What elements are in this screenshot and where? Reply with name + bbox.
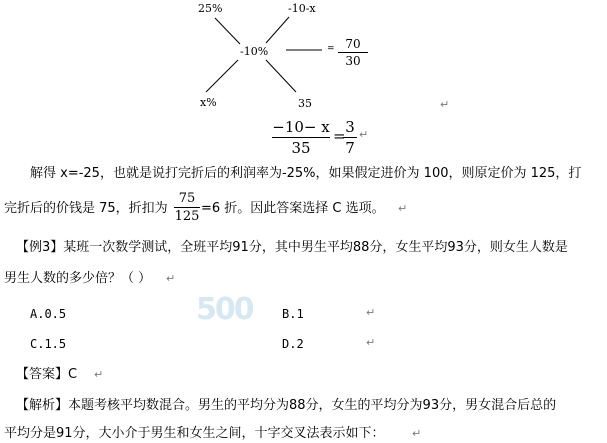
option-b: B.1 (282, 307, 304, 321)
paragraph-mark: ↵ (166, 272, 176, 285)
option-c: C.1.5 (30, 337, 67, 351)
solution-line-1: 解得 x=-25，也就是说打完折后的利润率为-25%，如果假定进价为 100，则原定价为 125，打 (30, 166, 582, 181)
paragraph-mark: ↵ (440, 98, 450, 111)
cross-ratio (338, 37, 368, 68)
paragraph-mark: ↵ (412, 427, 422, 440)
analysis-line-2: 平均分是91分，大小介于男生和女生之间，十字交叉法表示如下： (4, 426, 385, 441)
example-line-1: 【例3】某班一次数学测试，全班平均91分，其中男生平均88分，女生平均93分，则女生人数是 (16, 240, 568, 255)
equation-rhs (343, 118, 357, 157)
paragraph-mark: ↵ (398, 202, 408, 215)
paragraph-mark: ↵ (94, 368, 104, 381)
cross-eq-sign: = (327, 44, 335, 54)
paragraph-mark: ↵ (359, 128, 369, 141)
option-d: D.2 (282, 337, 304, 351)
cross-top-left: 25% (198, 2, 223, 15)
answer-line: 【答案】C (16, 367, 78, 382)
cross-ratio-num: 70 (345, 37, 361, 51)
paragraph-mark: ↵ (366, 336, 376, 349)
site-watermark: 500 (196, 292, 253, 327)
cross-center: -10% (240, 45, 269, 58)
equation-rhs-den: 7 (345, 139, 355, 157)
cross-line-nw (215, 18, 240, 44)
solution-line-2-post: =6 折。因此答案选择 C 选项。 (201, 201, 385, 216)
cross-top-right: -10-x (288, 2, 316, 15)
cross-bottom-left: x% (200, 96, 217, 109)
equation-lhs-num: −10− x (272, 118, 330, 136)
cross-line-se (266, 60, 296, 92)
equation-lhs-den: 35 (291, 139, 311, 157)
solution-line-2-pre: 完折后的价钱是 75，折扣为 (4, 201, 168, 216)
cross-bottom-right: 35 (298, 97, 312, 110)
paragraph-mark: ↵ (366, 306, 376, 319)
discount-num: 75 (178, 191, 196, 206)
cross-ratio-den: 30 (345, 54, 361, 68)
discount-fraction (174, 191, 200, 224)
fraction-bar (272, 137, 330, 138)
equation-rhs-num: 3 (345, 118, 355, 136)
equation-lhs (272, 118, 330, 157)
analysis-line-1: 【解析】本题考核平均数混合。男生的平均分为88分，女生的平均分为93分，男女混合后总的 (16, 398, 557, 413)
option-a: A.0.5 (30, 307, 67, 321)
discount-den: 125 (174, 209, 200, 224)
cross-line-sw (206, 60, 238, 92)
fraction-bar (343, 137, 357, 138)
cross-line-ne (266, 17, 289, 43)
example-line-2: 男生人数的多少倍？（ ） (4, 271, 152, 286)
fraction-bar (174, 207, 200, 208)
fraction-bar (338, 52, 368, 53)
equation-equals: = (333, 127, 346, 145)
